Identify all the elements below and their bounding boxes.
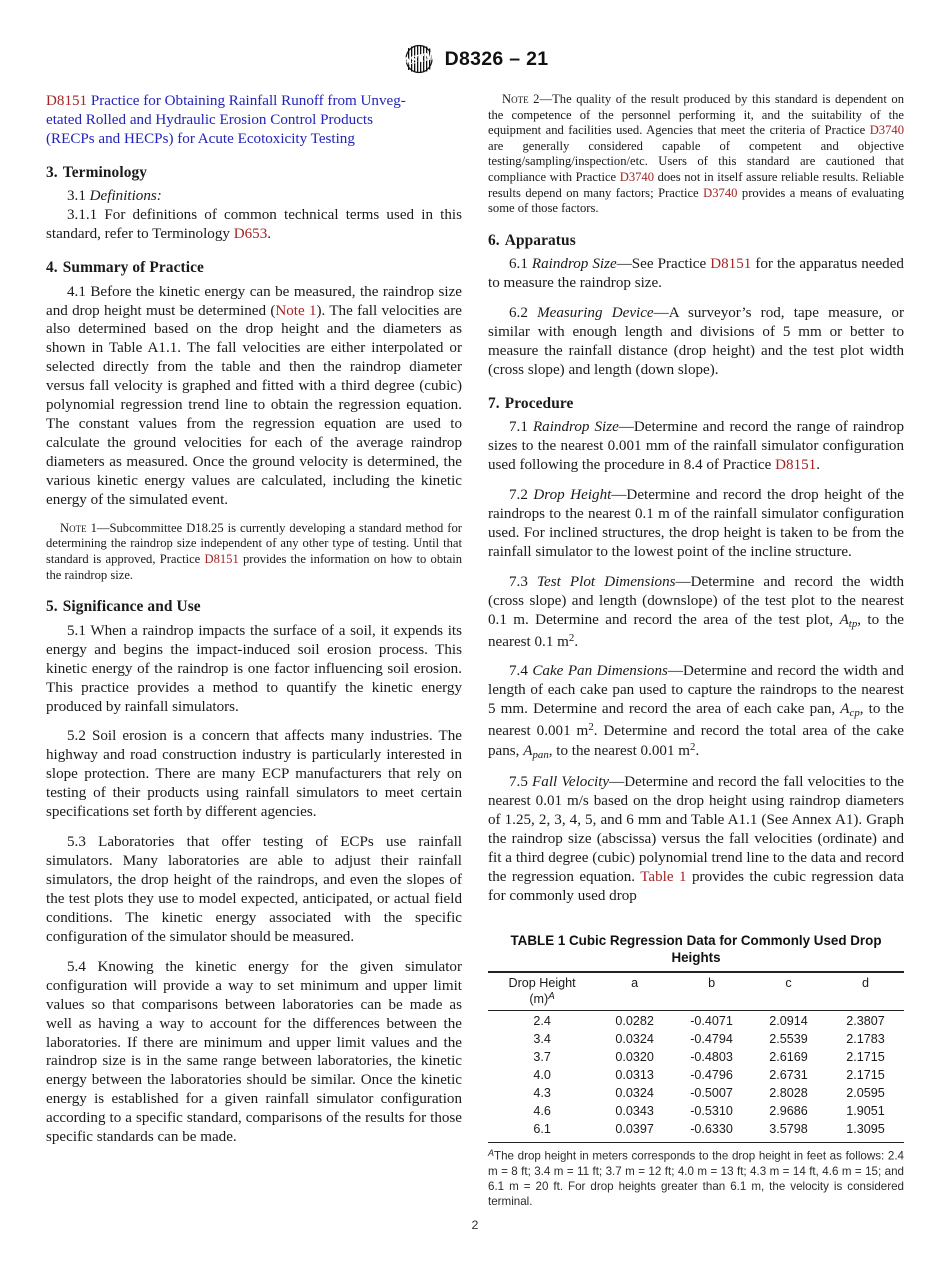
paragraph-text-e: . <box>695 742 700 759</box>
table-1-container <box>488 932 904 1209</box>
section-number: 7. <box>488 394 500 412</box>
table-1-footnote <box>488 1148 904 1209</box>
paragraph-text-tail: for the apparatus needed to measure the raindrop size. <box>488 256 904 292</box>
paragraph-6-1 <box>488 255 904 293</box>
practice-link[interactable]: D8151 <box>775 457 817 474</box>
cell-drop-height: 4.6 <box>533 1104 551 1119</box>
cell-coefficient-c: 2.8028 <box>769 1086 808 1100</box>
cell-drop-height: 4.3 <box>533 1086 551 1100</box>
section-heading-procedure <box>488 395 904 413</box>
symbol-subscript: tp <box>848 617 858 630</box>
svg-text:ASTM: ASTM <box>401 49 436 69</box>
paragraph-7-1 <box>488 418 904 475</box>
column-header-c: c <box>750 972 827 1010</box>
table-row <box>488 1010 904 1030</box>
paragraph-text-tail: ). The fall velocities are also determined based on the drop height and the diameters as shown in Table A1.1. The fall velocities are either interpolated or selected directly from the table and then the raindrop diameter versus fall velocity is graphed and fitted with a third degree (cubic) polynomial regression trend line to obtain the regression equation. The constant values from the regression equation are used to calculate the ground velocities for each of the average raindrop diameters as measured. Once the ground velocity is determined, the various kinetic energy values are calculated, including the kinetic energy of the simulated event. <box>46 302 462 508</box>
paragraph-number: 3.1.1 <box>67 207 98 224</box>
cell-drop-height: 6.1 <box>488 1121 596 1142</box>
section-number: 6. <box>488 231 500 249</box>
note-text: —The quality of the result produced by this standard is dependent on the competence of the personnel performing it, and the suitability of the equipment and facilities used. Agencies that meet the criteria of Practice <box>488 92 904 138</box>
footnote-text: The drop height in meters corresponds to the drop height in feet as follows: 2.4 m = 8 ft; 3.4 m = 11 ft; 3.7 m = 12 ft; 4.0 m = 13 ft; 4.3 m = 14 ft, 4.6 m = 15; and 6.1 m = 20 ft. For drop heights greater than 6.1 m, the velocity is considered terminal. <box>488 1149 904 1208</box>
paragraph-3-1-1 <box>46 206 462 244</box>
cell-coefficient-c: 3.5798 <box>750 1121 827 1142</box>
practice-link[interactable]: D8151 <box>204 552 239 567</box>
paragraph-number: 6.1 <box>509 256 528 273</box>
note-text-tail: provides the information on how to obtain the raindrop size. <box>46 552 463 582</box>
document-designation: D8326 – 21 <box>444 47 549 70</box>
symbol-area-pans-total: A <box>523 742 533 759</box>
note-2 <box>488 92 904 217</box>
reference-id-link[interactable]: D8151 <box>46 93 88 109</box>
paragraph-text-b: , to the nearest 0.1 m <box>488 611 904 650</box>
cell-coefficient-b: -0.4794 <box>690 1031 733 1046</box>
cell-coefficient-d: 2.1715 <box>846 1067 885 1082</box>
section-heading-significance-and-use <box>46 598 462 616</box>
note-text-d: provides a means of evaluating some of those factors. <box>488 185 904 216</box>
paragraph-6-2 <box>488 304 904 380</box>
cell-coefficient-b: -0.6330 <box>673 1121 750 1142</box>
cell-coefficient-c: 2.6169 <box>769 1049 808 1064</box>
paragraph-text: —Determine and record the width (cross slope) and length (downslope) of the test plot to the nearest 0.1 m. Determine and record the area of the test plot, <box>488 574 904 628</box>
paragraph-term: Drop Height <box>533 487 612 504</box>
section-heading-apparatus <box>488 232 904 250</box>
paragraph-term: Cake Pan Dimensions <box>532 663 668 680</box>
terminology-link[interactable]: D653 <box>233 226 268 243</box>
note-text: —Subcommittee D18.25 is currently developing a standard method for determining the raindrop size independent of any other type of testing. Until that standard is approved, Practice <box>46 520 462 567</box>
paragraph-number: 7.5 <box>509 774 528 791</box>
paragraph-text: Before the kinetic energy can be measured, the raindrop size and drop height must be determined ( <box>46 283 462 319</box>
symbol-subscript: cp <box>849 707 860 720</box>
column-header-drop-height <box>488 972 596 1010</box>
cell-coefficient-c: 2.0914 <box>750 1010 827 1030</box>
paragraph-text: —Determine and record the range of raindrop sizes to the nearest 0.001 mm of the rainfall simulator configuration used following the procedure in 8.4 of Practice <box>488 419 904 474</box>
table-row <box>488 1103 904 1121</box>
paragraph-3-1 <box>46 187 462 206</box>
paragraph-term: Definitions: <box>89 188 162 205</box>
cell-coefficient-a: 0.0324 <box>615 1031 654 1046</box>
cell-coefficient-d: 2.1715 <box>846 1049 885 1064</box>
table-row <box>488 1085 904 1103</box>
section-title: Terminology <box>62 163 148 181</box>
paragraph-number: 4.1 <box>67 283 86 300</box>
astm-logo-icon <box>402 44 436 74</box>
paragraph-text: —Determine and record the width and length of each cake pan used to capture the raindrops to the nearest 5 mm. Determine and record the area of each cake pan, <box>488 663 904 718</box>
paragraph-number: 7.4 <box>509 663 528 680</box>
table-1-body <box>488 1010 904 1142</box>
paragraph-term: Raindrop Size <box>531 256 617 273</box>
reference-title-line2: etated Rolled and Hydraulic Erosion Control Products <box>46 111 373 128</box>
table-1-link[interactable]: Table 1 <box>640 869 687 886</box>
paragraph-5-1 <box>46 622 462 717</box>
paragraph-text: Soil erosion is a concern that affects many industries. The highway and road construction industry is particularly interested in slope protection. There are many ECP manufacturers that rely on testing of their products using rainfall simulators to meet certain specifications set forth by different agencies. <box>46 728 462 821</box>
cell-coefficient-c: 2.9686 <box>769 1104 808 1119</box>
paragraph-text: —Determine and record the fall velocities to the nearest 0.01 m/s based on the drop height using raindrop diameters of 1.25, 2, 3, 4, 5, and 6 mm and Table A1.1 (See Annex A1). Graph the raindrop size (abscissa) versus the fall velocities (ordinate) and fit a third degree (cubic) polynomial trend line to the data and record the regression equation. <box>488 774 904 886</box>
symbol-subscript: pan <box>532 748 549 761</box>
paragraph-text: —See Practice <box>616 256 711 273</box>
paragraph-7-4 <box>488 662 904 762</box>
paragraph-term: Raindrop Size <box>532 419 619 436</box>
reference-title-line1: Practice for Obtaining Rainfall Runoff from Unveg- <box>87 93 406 109</box>
column-header-units: (m) <box>529 992 549 1007</box>
note-number: 1 <box>86 520 97 535</box>
table-row <box>488 1030 904 1048</box>
cell-coefficient-c: 2.5539 <box>769 1031 808 1046</box>
standard-reference <box>46 92 462 149</box>
symbol-area-cake-pan: A <box>840 701 850 718</box>
cell-coefficient-b: -0.4803 <box>690 1049 733 1064</box>
paragraph-number: 5.4 <box>67 958 86 975</box>
table-1 <box>488 971 904 1143</box>
note-label: Note <box>502 92 529 106</box>
cell-coefficient-d: 2.3807 <box>827 1010 904 1030</box>
right-column <box>488 92 904 1209</box>
cell-coefficient-d: 2.0595 <box>846 1086 885 1100</box>
practice-link[interactable]: D8151 <box>710 256 752 273</box>
table-1-caption: TABLE 1 Cubic Regression Data for Commonly Used Drop Heights <box>510 932 882 966</box>
paragraph-text: When a raindrop impacts the surface of a soil, it expends its energy and begins the impact-induced soil erosion process. This kinetic energy of the raindrop is one factor influencing soil erosion. This practice provides a method to quantify the kinetic energy produced by rainfall simulators. <box>46 622 462 715</box>
practice-link-1[interactable]: D3740 <box>869 123 904 138</box>
paragraph-text-b: , to the nearest 0.001 m <box>488 701 904 739</box>
page-number: 2 <box>471 1218 479 1232</box>
cell-coefficient-c: 2.6731 <box>769 1067 808 1082</box>
paragraph-5-2 <box>46 727 462 822</box>
paragraph-5-4 <box>46 958 462 1147</box>
column-header-d: d <box>827 972 904 1010</box>
footnote-marker: A <box>548 991 555 1003</box>
paragraph-text-tail: provides the cubic regression data for commonly used drop <box>488 869 904 904</box>
section-heading-terminology <box>46 164 462 182</box>
cell-coefficient-a: 0.0324 <box>615 1086 654 1100</box>
section-number: 3. <box>46 163 58 181</box>
column-header-line2 <box>488 991 596 1007</box>
cell-coefficient-d: 1.9051 <box>846 1104 885 1119</box>
paragraph-text: Knowing the kinetic energy for the given simulator configuration will provide a way to set minimum and upper limit values so that comparisons between laboratories can be made as well as having a way to account for the differences between the laboratories. If there are minimum and upper limit values and the raindrop size is in the same range between laboratories, the kinetic energy between the laboratories should be similar. Once the kinetic energy is established for a given rainfall simulator configuration according to a specific standard, comparisons of the results for those specific standards can be made. <box>46 958 462 1146</box>
cell-coefficient-d: 1.3095 <box>827 1121 904 1142</box>
cell-coefficient-b: -0.5310 <box>690 1104 733 1119</box>
paragraph-text-c: . Determine and record the total area of the cake pans, <box>488 722 904 759</box>
paragraph-number: 7.1 <box>509 419 528 436</box>
paragraph-number: 6.2 <box>509 305 528 322</box>
cell-coefficient-b: -0.5007 <box>690 1086 733 1100</box>
cell-coefficient-d: 2.1783 <box>846 1031 885 1046</box>
table-1-head <box>488 972 904 1010</box>
cell-coefficient-a: 0.0343 <box>615 1104 654 1119</box>
paragraph-number: 3.1 <box>67 188 86 205</box>
section-number: 4. <box>46 259 58 277</box>
unit-exponent: 2 <box>568 631 575 644</box>
cell-coefficient-a: 0.0313 <box>615 1067 654 1082</box>
note-text-b: are generally considered capable of competent and objective testing/sampling/inspection/etc. Users of this standard are cautioned that compliance with Practice <box>488 138 904 185</box>
unit-exponent: 2 <box>690 740 696 753</box>
paragraph-number: 7.3 <box>509 574 528 591</box>
cell-coefficient-a: 0.0397 <box>596 1121 673 1142</box>
left-column <box>46 92 462 1151</box>
paragraph-number: 5.1 <box>67 622 86 639</box>
paragraph-4-1 <box>46 283 462 510</box>
paragraph-term: Measuring Device <box>537 305 654 322</box>
footnote-marker: A <box>488 1147 495 1158</box>
paragraph-text: For definitions of common technical terms used in this standard, refer to Terminology <box>46 207 462 243</box>
section-title: Significance and Use <box>62 598 201 616</box>
section-title: Summary of Practice <box>62 259 204 277</box>
section-title: Apparatus <box>504 231 576 249</box>
paragraph-5-3 <box>46 833 462 947</box>
cell-coefficient-a: 0.0320 <box>615 1049 654 1064</box>
paragraph-7-2 <box>488 486 904 562</box>
paragraph-term: Fall Velocity <box>532 774 610 791</box>
paragraph-7-3 <box>488 573 904 651</box>
cell-drop-height: 3.7 <box>533 1049 551 1064</box>
cell-drop-height: 2.4 <box>488 1010 596 1030</box>
paragraph-7-5 <box>488 773 904 906</box>
practice-link-2[interactable]: D3740 <box>619 170 655 185</box>
paragraph-text: —Determine and record the drop height of the raindrops to the nearest 0.1 m of the rainfall simulator configuration used. For inclined structures, the drop height is taken to be from the rainfall simulator to the lowest point of the incline structure. <box>488 487 904 561</box>
cell-coefficient-a: 0.0282 <box>596 1010 673 1030</box>
note-text-c: does not in itself assure reliable results. Reliable results depend on many factors; Practice <box>488 170 904 200</box>
column-header-line1: Drop Height <box>508 976 576 991</box>
table-header-row <box>488 972 904 1010</box>
paragraph-text-c: . <box>574 633 579 650</box>
paragraph-number: 5.2 <box>67 728 86 745</box>
symbol-area-test-plot: A <box>839 611 849 628</box>
paragraph-text: Laboratories that offer testing of ECPs use rainfall simulators. Many laboratories are able to adjust their rainfall simulators, the drop height of the raindrops, and even the slopes of the test plots they use to model expected, anticipated, or actual field conditions. The kinetic energy associated with the specific configuration of the simulator should be measured. <box>46 834 462 945</box>
column-header-a: a <box>596 972 673 1010</box>
paragraph-text-tail: . <box>816 457 820 474</box>
cell-drop-height: 3.4 <box>533 1031 551 1046</box>
practice-link-3[interactable]: D3740 <box>703 185 738 200</box>
unit-exponent: 2 <box>588 720 594 733</box>
paragraph-text-tail: . <box>267 226 272 243</box>
paragraph-number: 5.3 <box>67 834 86 851</box>
reference-title-line3: (RECPs and HECPs) for Acute Ecotoxicity Testing <box>46 130 355 147</box>
note-1 <box>46 521 462 583</box>
note-label: Note <box>60 520 87 535</box>
table-row <box>488 1067 904 1085</box>
note-1-link[interactable]: Note 1 <box>275 302 317 319</box>
cell-coefficient-b: -0.4071 <box>673 1010 750 1030</box>
column-header-b: b <box>673 972 750 1010</box>
paragraph-number: 7.2 <box>509 487 528 504</box>
section-number: 5. <box>46 598 58 616</box>
paragraph-term: Test Plot Dimensions <box>537 574 676 591</box>
section-title: Procedure <box>504 394 574 412</box>
table-row <box>488 1049 904 1067</box>
table-row <box>488 1121 904 1142</box>
paragraph-text: —A surveyor’s rod, tape measure, or similar with enough length and divisions of 5 mm or better to measure the rainfall distance (drop height) and the test plot width (cross slope) and length (down slope). <box>488 305 904 379</box>
note-number: 2 <box>528 92 540 106</box>
cell-drop-height: 4.0 <box>533 1067 551 1082</box>
page-header <box>0 44 950 74</box>
section-heading-summary-of-practice <box>46 259 462 277</box>
paragraph-text-d: , to the nearest 0.001 m <box>548 742 691 759</box>
cell-coefficient-b: -0.4796 <box>690 1067 733 1082</box>
